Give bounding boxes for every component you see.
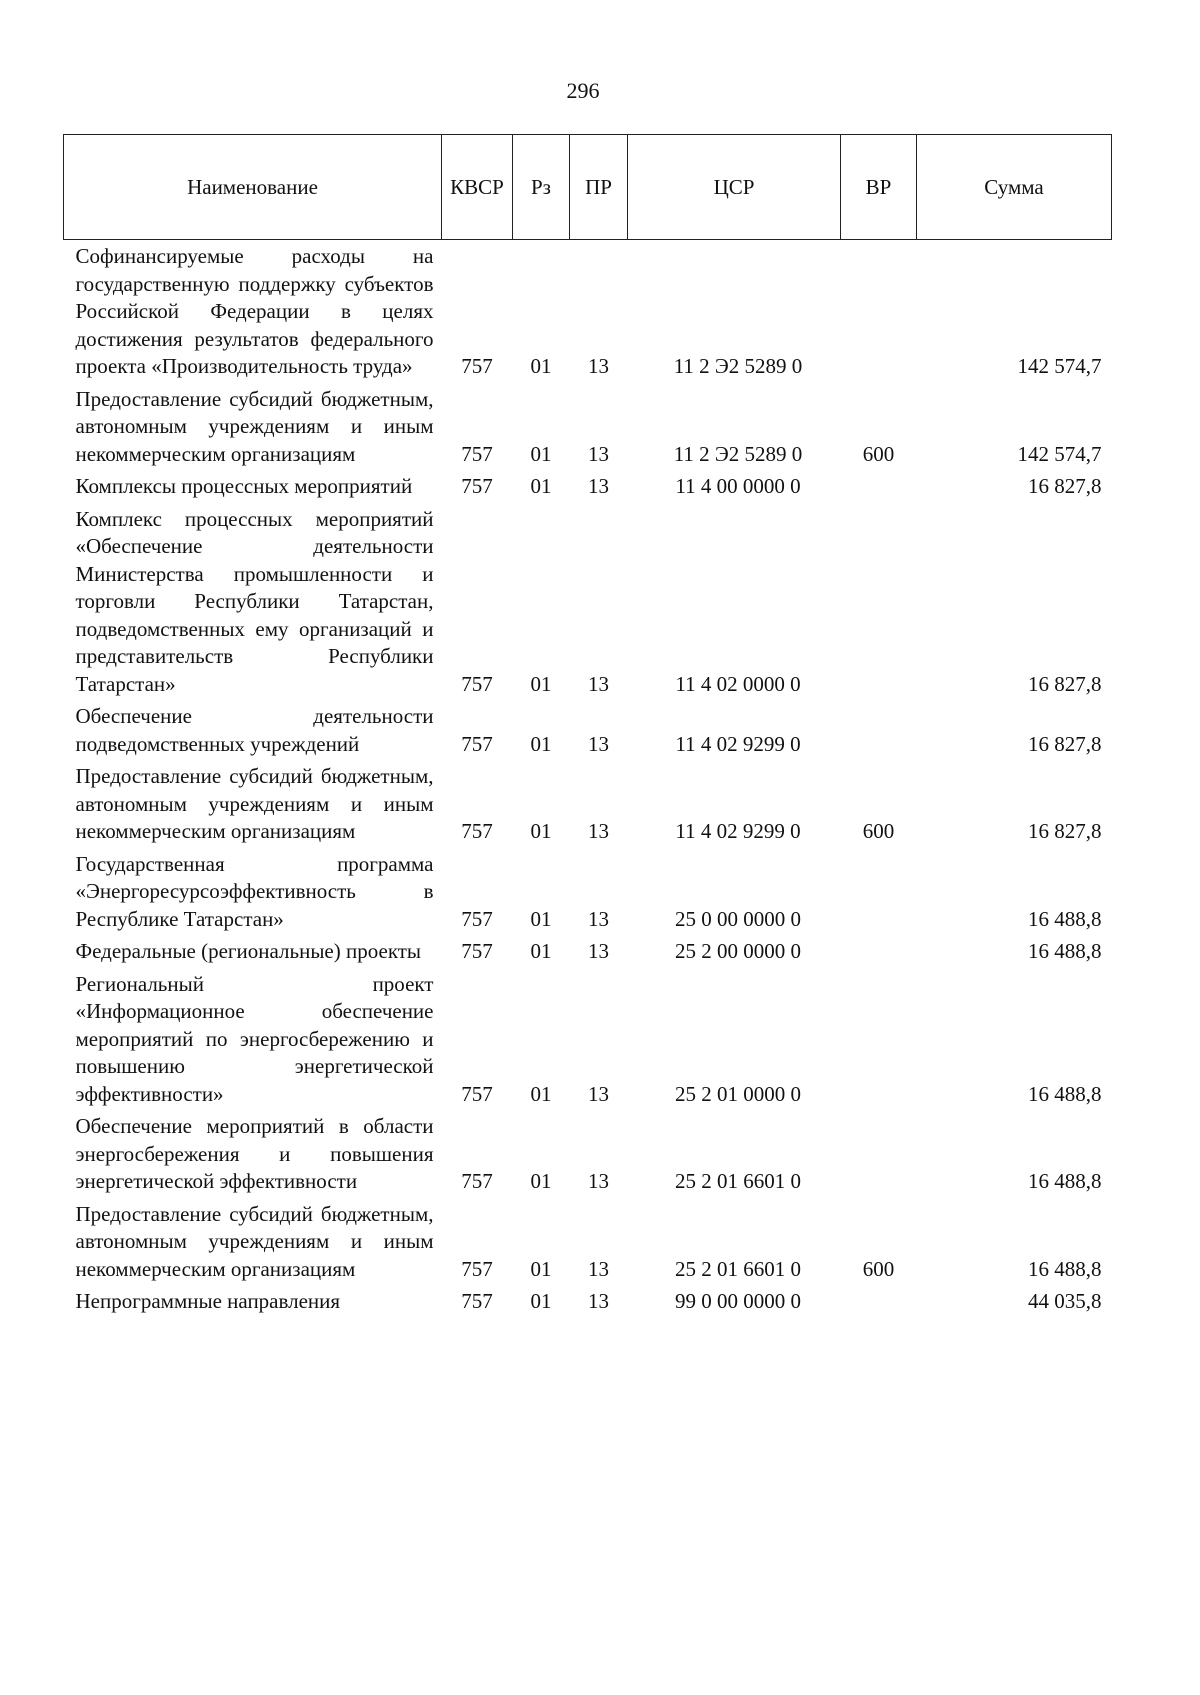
row-vr — [841, 470, 917, 503]
row-pr: 13 — [588, 671, 609, 696]
row-rz: 01 — [530, 819, 552, 843]
header-rz: Рз — [513, 135, 570, 240]
table-row — [64, 383, 1112, 471]
row-name: Комплекс процессных мероприятий «Обеспечение деятельности Министерства промышленности и торговли Республики Татарстан, подведомственных ему организаций и представительств Республики Татарстан» — [75, 506, 434, 696]
row-csr: 25 2 00 0000 0 — [675, 939, 801, 963]
row-sum: 44 035,8 — [1028, 1289, 1102, 1313]
row-name: Предоставление субсидий бюджетным, автономным учреждениям и иным некоммерческим организациям — [75, 764, 434, 843]
row-vr: 600 — [862, 1256, 895, 1281]
row-sum: 16 488,8 — [1028, 1256, 1102, 1281]
header-csr: ЦСР — [628, 135, 841, 240]
row-pr: 13 — [588, 1081, 609, 1106]
row-sum: 142 574,7 — [1017, 441, 1102, 466]
row-csr: 25 2 01 6601 0 — [675, 1256, 801, 1281]
row-name: Непрограммные направления — [75, 1289, 341, 1313]
row-rz: 01 — [530, 441, 552, 466]
row-name: Обеспечение мероприятий в области энергосбережения и повышения энергетической эффективности — [75, 1114, 434, 1193]
row-sum: 16 488,8 — [1028, 1081, 1102, 1106]
row-csr: 11 2 Э2 5289 0 — [673, 354, 803, 378]
table-row — [64, 700, 1112, 760]
row-name: Комплексы процессных мероприятий — [75, 474, 413, 498]
row-kvsr: 757 — [461, 354, 493, 378]
row-csr: 25 0 00 0000 0 — [675, 906, 801, 931]
row-vr: 600 — [862, 819, 895, 843]
header-row — [64, 135, 1112, 240]
row-kvsr: 757 — [461, 906, 493, 931]
row-sum: 16 827,8 — [1028, 671, 1102, 696]
row-sum: 16 827,8 — [1028, 731, 1102, 756]
row-csr: 11 2 Э2 5289 0 — [673, 441, 803, 466]
row-kvsr: 757 — [461, 1081, 493, 1106]
row-sum: 16 488,8 — [1028, 1169, 1102, 1193]
row-vr — [841, 240, 917, 383]
row-sum: 16 488,8 — [1028, 906, 1102, 931]
row-kvsr: 757 — [461, 474, 493, 498]
row-pr: 13 — [588, 906, 609, 931]
header-kvsr: КВСР — [442, 135, 513, 240]
row-kvsr: 757 — [461, 671, 493, 696]
table-header — [64, 135, 1112, 240]
table-body — [64, 240, 1112, 1318]
row-rz: 01 — [530, 474, 552, 498]
row-kvsr: 757 — [461, 441, 493, 466]
row-vr — [841, 1285, 917, 1318]
header-vr: ВР — [841, 135, 917, 240]
row-rz: 01 — [530, 1256, 552, 1281]
row-pr: 13 — [588, 1169, 609, 1193]
row-sum: 16 827,8 — [1028, 819, 1102, 843]
table-row — [64, 240, 1112, 383]
page-number: 296 — [566, 78, 600, 103]
row-name: Предоставление субсидий бюджетным, автономным учреждениям и иным некоммерческим организациям — [75, 1201, 434, 1281]
row-csr: 25 2 01 6601 0 — [675, 1169, 801, 1193]
table-row — [64, 935, 1112, 968]
row-csr: 25 2 01 0000 0 — [675, 1081, 801, 1106]
table-row — [64, 968, 1112, 1111]
row-name: Обеспечение деятельности подведомственных учреждений — [75, 704, 434, 756]
row-name: Предоставление субсидий бюджетным, автономным учреждениям и иным некоммерческим организациям — [75, 386, 434, 466]
row-name: Региональный проект «Информационное обеспечение мероприятий по энергосбережению и повышению энергетической эффективности» — [75, 971, 434, 1106]
table-row — [64, 1110, 1112, 1198]
row-pr: 13 — [588, 819, 609, 843]
row-csr: 11 4 02 0000 0 — [675, 671, 801, 696]
row-kvsr: 757 — [461, 1256, 493, 1281]
table-row — [64, 760, 1112, 848]
table-row — [64, 470, 1112, 503]
row-kvsr: 757 — [461, 731, 493, 756]
row-vr — [841, 700, 917, 760]
row-sum: 16 827,8 — [1028, 474, 1102, 498]
row-rz: 01 — [530, 731, 552, 756]
table-row — [64, 1285, 1112, 1318]
header-name: Наименование — [64, 135, 442, 240]
row-rz: 01 — [530, 1169, 552, 1193]
row-rz: 01 — [530, 939, 552, 963]
row-pr: 13 — [588, 354, 609, 378]
row-kvsr: 757 — [461, 1289, 493, 1313]
row-rz: 01 — [530, 1289, 552, 1313]
table-row — [64, 1198, 1112, 1286]
row-vr — [841, 503, 917, 701]
row-csr: 11 4 02 9299 0 — [675, 819, 801, 843]
row-name: Софинансируемые расходы на государственную поддержку субъектов Российской Федерации в целях достижения результатов федерального проекта «Производительность труда» — [75, 244, 434, 378]
row-pr: 13 — [588, 731, 609, 756]
row-pr: 13 — [588, 474, 609, 498]
row-pr: 13 — [588, 1289, 609, 1313]
row-pr: 13 — [588, 939, 609, 963]
row-pr: 13 — [588, 1256, 609, 1281]
row-csr: 99 0 00 0000 0 — [675, 1289, 801, 1313]
row-sum: 16 488,8 — [1028, 939, 1102, 963]
row-rz: 01 — [530, 1081, 552, 1106]
row-vr — [841, 848, 917, 936]
row-csr: 11 4 02 9299 0 — [675, 731, 801, 756]
row-pr: 13 — [588, 441, 609, 466]
row-rz: 01 — [530, 354, 552, 378]
header-sum: Сумма — [917, 135, 1112, 240]
row-kvsr: 757 — [461, 819, 493, 843]
row-vr: 600 — [862, 441, 895, 466]
row-vr — [841, 935, 917, 968]
budget-table — [63, 134, 1112, 1318]
row-sum: 142 574,7 — [1017, 354, 1102, 378]
table-row — [64, 503, 1112, 701]
row-vr — [841, 968, 917, 1111]
row-rz: 01 — [530, 906, 552, 931]
row-rz: 01 — [530, 671, 552, 696]
row-kvsr: 757 — [461, 1169, 493, 1193]
row-vr — [841, 1110, 917, 1198]
row-name: Государственная программа «Энергоресурсоэффективность в Республике Татарстан» — [75, 851, 434, 931]
table-row — [64, 848, 1112, 936]
row-kvsr: 757 — [461, 939, 493, 963]
row-name: Федеральные (региональные) проекты — [75, 939, 422, 963]
header-pr: ПР — [570, 135, 628, 240]
row-csr: 11 4 00 0000 0 — [675, 474, 801, 498]
